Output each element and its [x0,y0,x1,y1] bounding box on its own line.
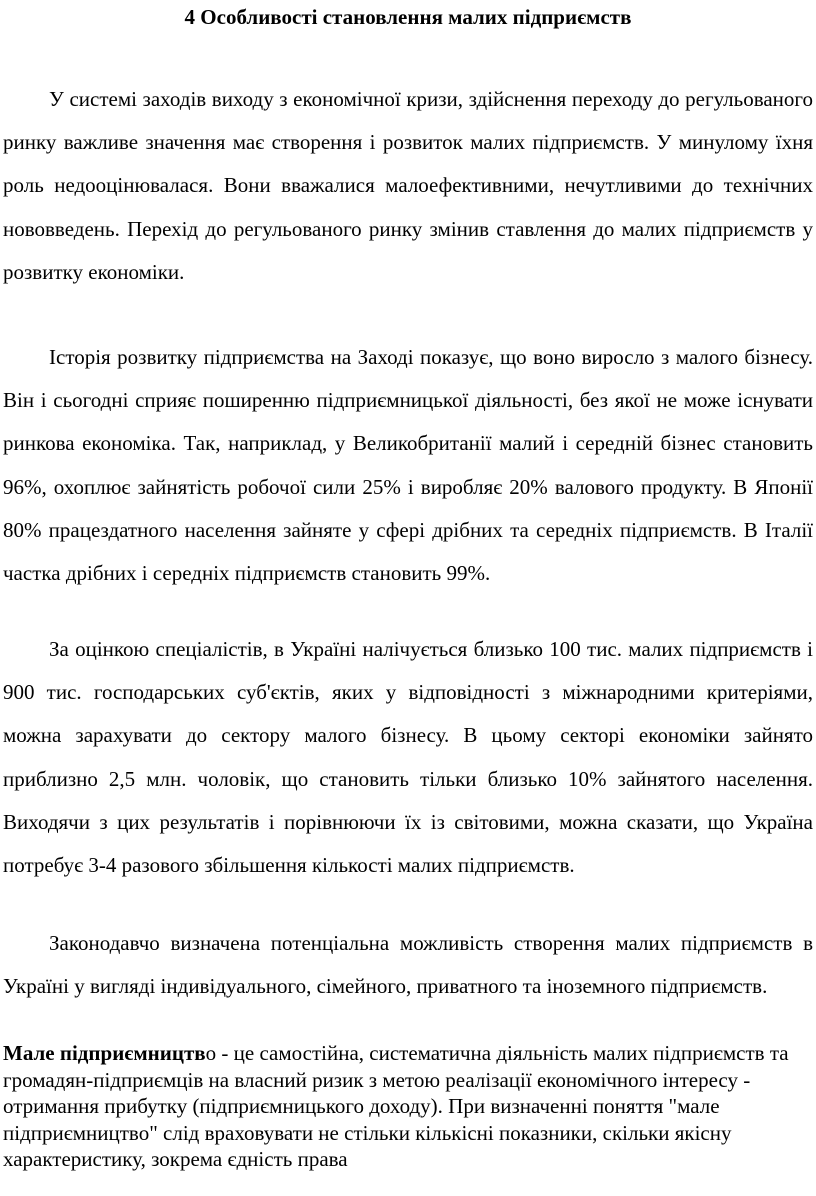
section-title: 4 Особливості становлення малих підприємств [184,5,632,29]
paragraph-3: За оцінкою спеціалістів, в Україні налічується близько 100 тис. малих підприємств і 900 тис. господарських суб'єктів, яких у відповідності з міжнародними критеріями, можна зарахувати до сектору малого бізнесу. В цьому секторі економіки зайнято приблизно 2,5 млн. чоловік, що становить тільки близько 10% зайнятого населення. Виходячи з цих результатів і порівнюючи їх із світовими, можна сказати, що Україна потребує 3-4 разового збільшення кількості малих підприємств. [3,637,813,878]
definition-text: о - це самостійна, систематична діяльність малих підприємств та громадян-підприємців на власний ризик з метою реалізації економічного інтересу - отримання прибутку (підприємницького доходу). При визначенні поняття "мале підприємництво" слід враховувати не стільки кількісні показники, скільки якісну характеристику, зокрема єдність права [3,1041,789,1171]
paragraph-block-2 [3,336,813,595]
paragraph-block-1 [3,78,813,294]
paragraph-2: Історія розвитку підприємства на Заході показує, що воно виросло з малого бізнесу. Він і сьогодні сприяє поширенню підприємницької діяльності, без якої не може існувати ринкова економіка. Так, наприклад, у Великобританії малий і середній бізнес становить 96%, охоплює зайнятість робочої сили 25% і виробляє 20% валового продукту. В Японії 80% працездатного населення зайняте у сфері дрібних та середніх підприємств. В Італії частка дрібних і середніх підприємств становить 99%. [3,345,813,586]
definition-paragraph [3,1040,803,1173]
paragraph-block-3 [3,628,813,887]
paragraph-block-4 [3,922,813,1008]
definition-term: Мале підприємництв [3,1041,206,1065]
paragraph-1: У системі заходів виходу з економічної кризи, здійснення переходу до регульованого ринку важливе значення має створення і розвиток малих підприємств. У минулому їхня роль недооцінювалася. Вони вважалися малоефективними, нечутливими до технічних нововведень. Перехід до регульованого ринку змінив ставлення до малих підприємств у розвитку економіки. [3,87,813,284]
paragraph-4: Законодавчо визначена потенціальна можливість створення малих підприємств в Україні у вигляді індивідуального, сімейного, приватного та іноземного підприємств. [3,931,813,999]
